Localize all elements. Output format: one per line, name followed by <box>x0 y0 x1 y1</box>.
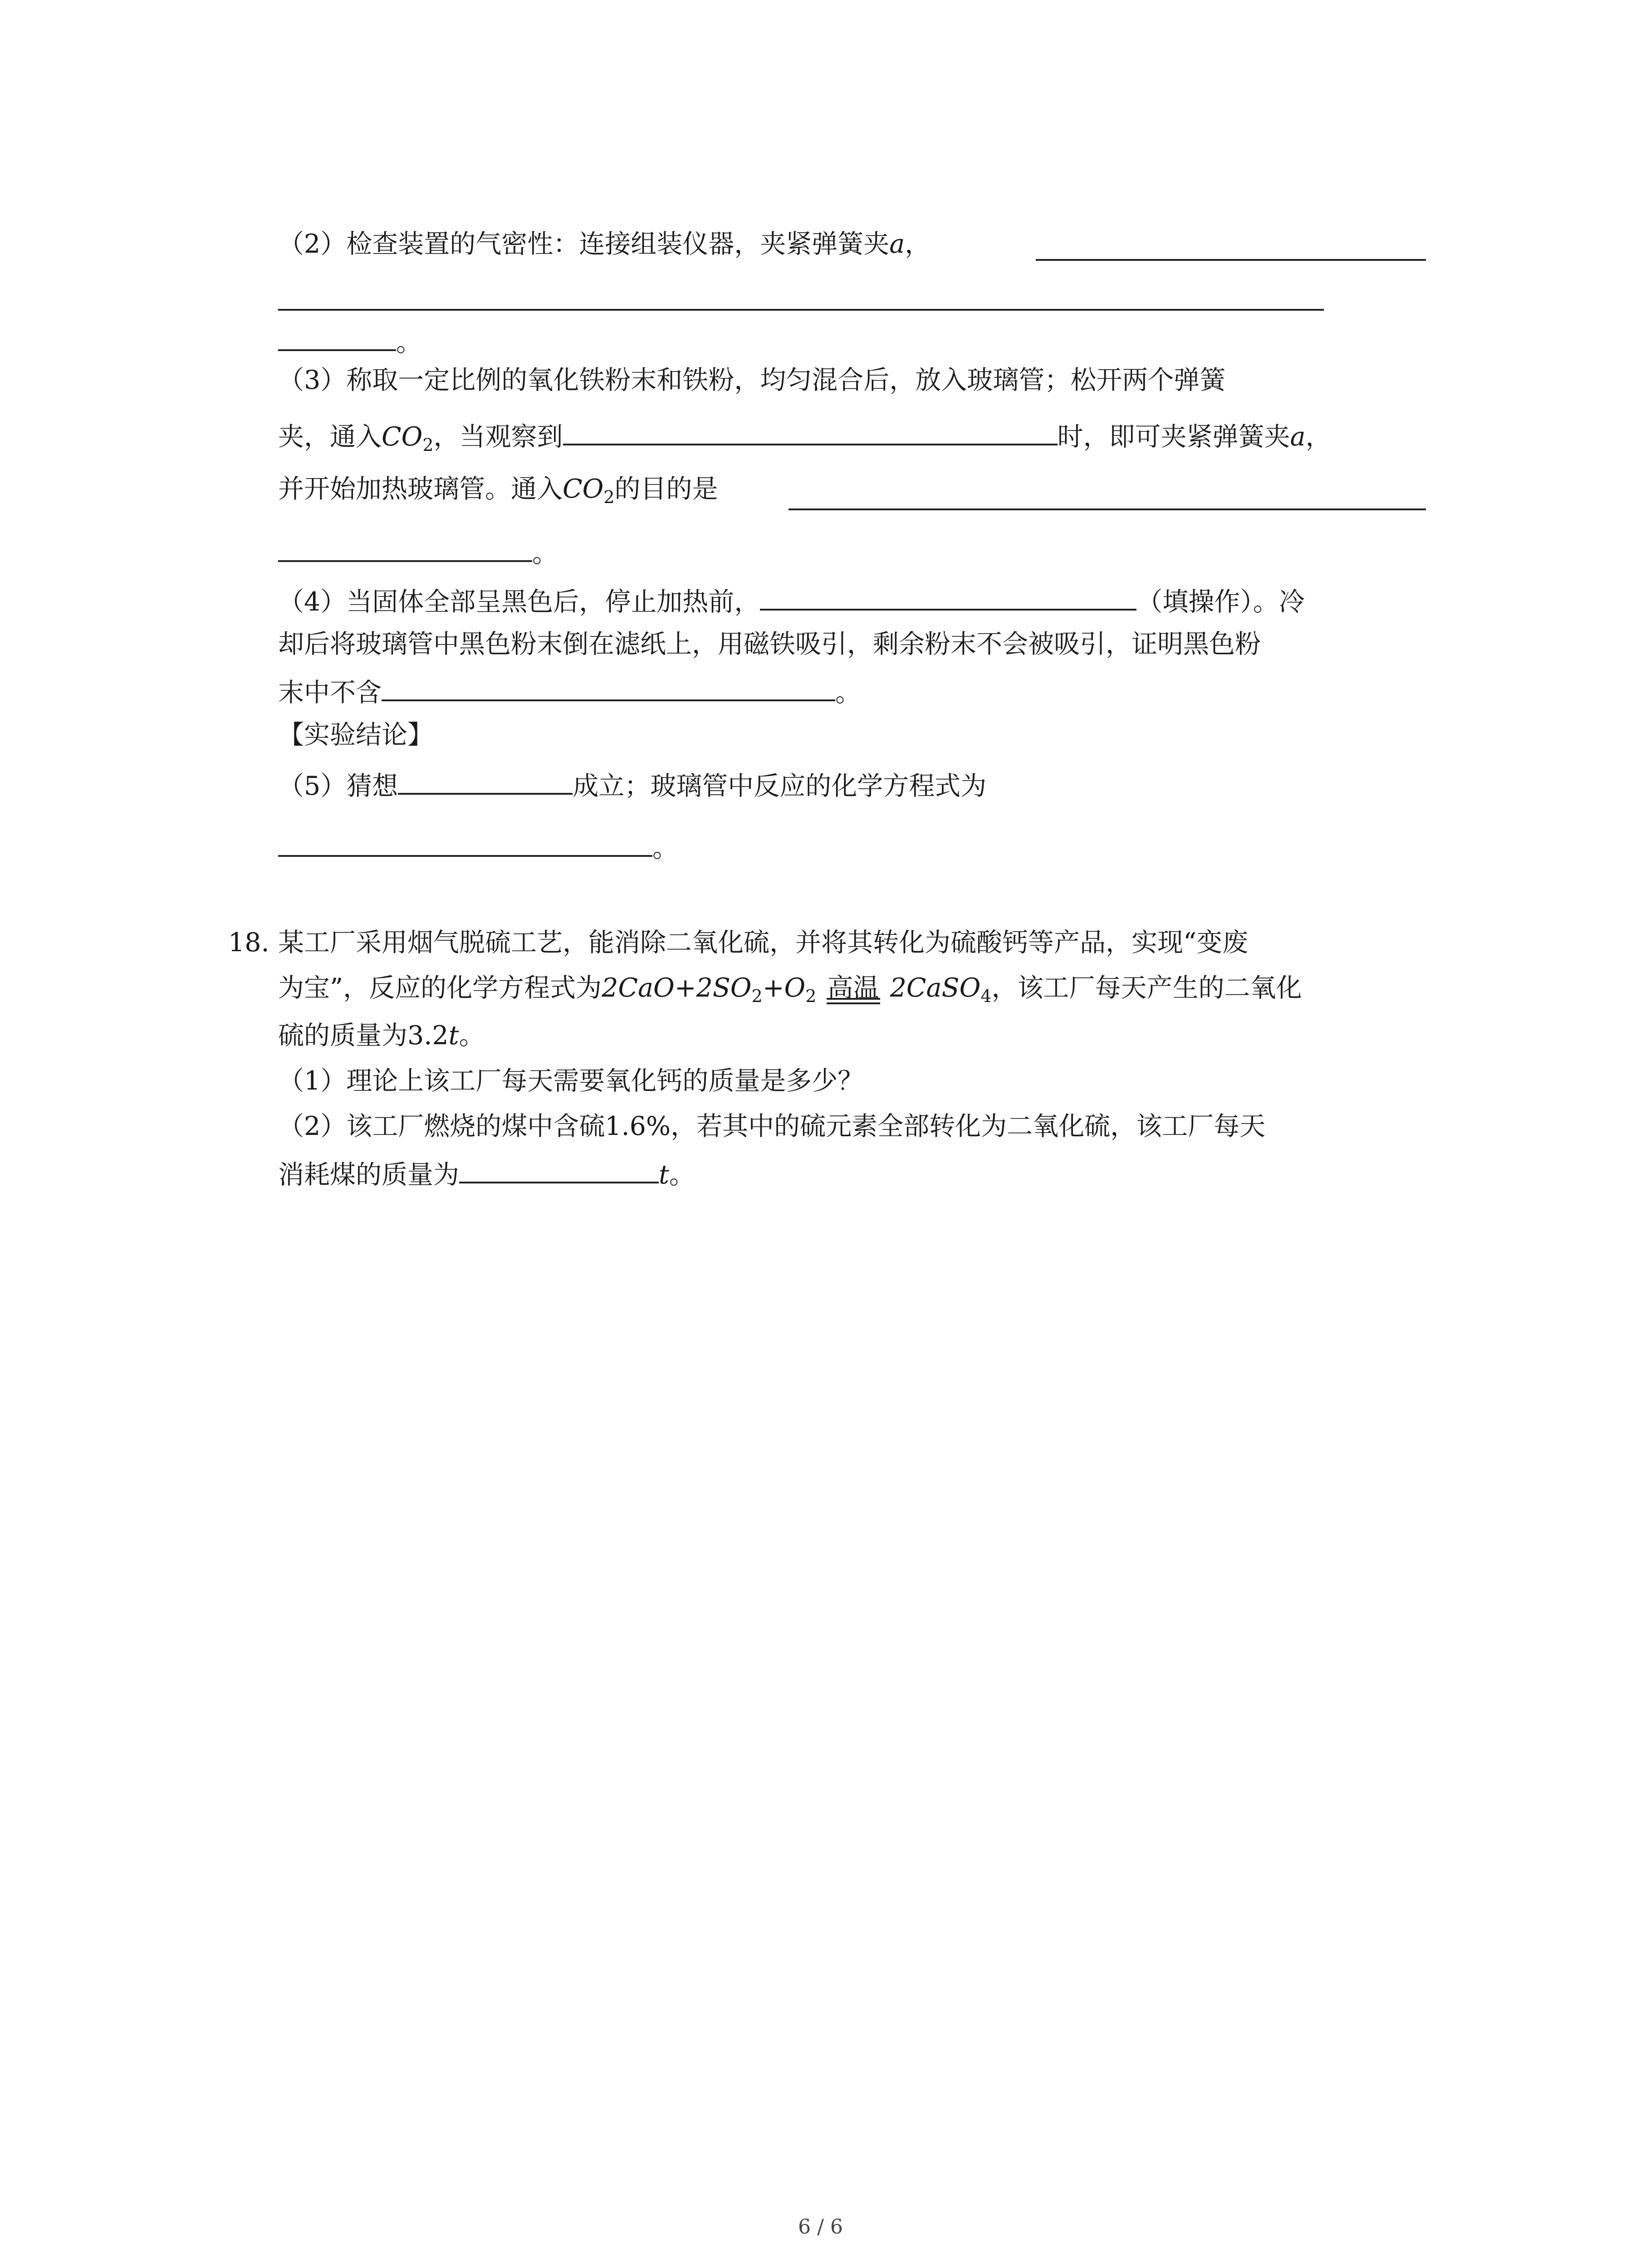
q18-number: 18. <box>228 928 269 958</box>
q17-part2-line3: 。 <box>278 322 422 360</box>
q17-part5-line1: （5）猜想 成立；玻璃管中反应的化学方程式为 <box>278 766 986 803</box>
q17-part4-line1: （4）当固体全部呈黑色后，停止加热前， （填操作）。冷 <box>278 582 1305 619</box>
q18-blank-coal-mass[interactable] <box>459 1154 659 1183</box>
q17-part2-blank-1[interactable] <box>1036 259 1426 261</box>
q17-part3-blank-purpose-2[interactable] <box>278 533 532 562</box>
q17-part5-line2: 。 <box>278 828 678 865</box>
co2-formula: $CO_2$ <box>563 474 615 507</box>
q18-sub2-line2: 消耗煤的质量为 t。 <box>278 1154 695 1192</box>
q17-part4-line3: 末中不含 。 <box>278 672 861 710</box>
q17-part3-blank-observe[interactable] <box>563 416 1058 445</box>
q18-line2: 为宝”，反应的化学方程式为$2CaO+2SO_2+O_2$ 高温 2CaSO$_4$，该工厂每天产生的二氧化 <box>278 971 1302 1005</box>
page-number: 6 / 6 <box>798 2215 843 2239</box>
q17-part3-line2: 夹，通入$CO_2$，当观察到 时，即可夹紧弹簧夹a， <box>278 416 1332 454</box>
q17-part4-blank-substance[interactable] <box>382 672 835 701</box>
q18-sub2-line1: （2）该工厂燃烧的煤中含硫1.6%，若其中的硫元素全部转化为二氧化硫，该工厂每天 <box>278 1111 1266 1141</box>
chemical-equation-product: 2CaSO$_4$ <box>890 973 992 1006</box>
q17-part4-blank-operation[interactable] <box>760 582 1136 611</box>
conclusion-heading: 【实验结论】 <box>278 720 433 750</box>
q17-part3-blank-purpose[interactable] <box>789 508 1426 510</box>
q17-part4-line2: 却后将玻璃管中黑色粉末倒在滤纸上，用磁铁吸引，剩余粉末不会被吸引，证明黑色粉 <box>278 629 1261 659</box>
q17-part5-blank-hypothesis[interactable] <box>398 766 573 795</box>
q18-sub1: （1）理论上该工厂每天需要氧化钙的质量是多少？ <box>278 1066 864 1096</box>
co2-formula: $CO_2$ <box>382 422 434 455</box>
q17-part5-blank-equation[interactable] <box>278 828 652 857</box>
q17-part2-blank-3[interactable] <box>278 322 396 351</box>
q17-part3-line3: 并开始加热玻璃管。通入$CO_2$的目的是 <box>278 474 718 507</box>
q18-line3: 硫的质量为3.2t。 <box>278 1021 485 1051</box>
q18-line1: 某工厂采用烟气脱硫工艺，能消除二氧化硫，并将其转化为硫酸钙等产品，实现“变废 <box>278 928 1249 958</box>
q17-part2-blank-2[interactable] <box>278 309 1324 311</box>
q17-part3-line4: 。 <box>278 533 558 571</box>
reaction-condition: 高温 <box>825 971 882 1005</box>
chemical-equation: $2CaO+2SO_2+O_2$ <box>602 973 817 1006</box>
q17-part2-line1: （2）检查装置的气密性：连接组装仪器，夹紧弹簧夹a， <box>278 229 931 259</box>
q17-part3-line1: （3）称取一定比例的氧化铁粉末和铁粉，均匀混合后，放入玻璃管；松开两个弹簧 <box>278 365 1226 395</box>
